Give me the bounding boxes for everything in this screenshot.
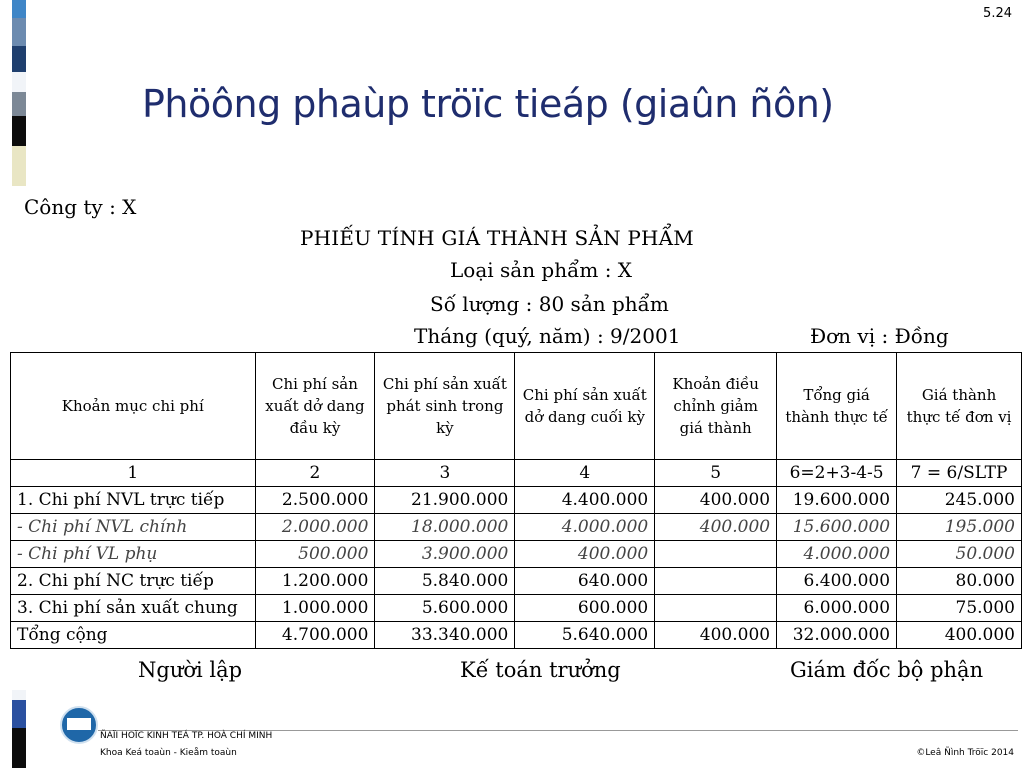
slide-title: Phöông phaùp tröïc tieáp (giaûn ñôn) xyxy=(142,82,834,126)
table-cell: 6.000.000 xyxy=(777,595,897,622)
table-cell xyxy=(655,595,777,622)
table-cell: 5 xyxy=(655,460,777,487)
column-header: Chi phí sản xuất dở dang đầu kỳ xyxy=(255,353,375,460)
table-cell: 4.700.000 xyxy=(255,622,375,649)
table-cell: 2.000.000 xyxy=(255,514,375,541)
table-cell: 1. Chi phí NVL trực tiếp xyxy=(11,487,256,514)
table-cell: 18.000.000 xyxy=(375,514,515,541)
table-index-row xyxy=(11,460,1022,487)
table-cell: 5.640.000 xyxy=(515,622,655,649)
column-header: Chi phí sản xuất phát sinh trong kỳ xyxy=(375,353,515,460)
column-header: Khoản điều chỉnh giảm giá thành xyxy=(655,353,777,460)
table-cell: 1.000.000 xyxy=(255,595,375,622)
footer-department: Khoa Keá toaùn - Kieåm toaùn xyxy=(100,748,237,758)
table-cell: 1.200.000 xyxy=(255,568,375,595)
table-row xyxy=(11,514,1022,541)
table-cell: 7 = 6/SLTP xyxy=(897,460,1022,487)
period: Tháng (quý, năm) : 9/2001 xyxy=(414,324,681,348)
table-cell: 400.000 xyxy=(655,487,777,514)
table-cell xyxy=(655,541,777,568)
signature-chief-accountant: Kế toán trưởng xyxy=(460,658,621,682)
product-type: Loại sản phẩm : X xyxy=(450,258,633,282)
cost-table xyxy=(10,352,1022,649)
document-heading: PHIẾU TÍNH GIÁ THÀNH SẢN PHẨM xyxy=(300,226,694,250)
column-header: Giá thành thực tế đơn vị xyxy=(897,353,1022,460)
column-header: Tổng giá thành thực tế xyxy=(777,353,897,460)
table-row xyxy=(11,487,1022,514)
table-cell: 32.000.000 xyxy=(777,622,897,649)
table-cell: 3.900.000 xyxy=(375,541,515,568)
table-cell: - Chi phí VL phụ xyxy=(11,541,256,568)
university-logo-icon xyxy=(60,706,98,744)
table-cell: 195.000 xyxy=(897,514,1022,541)
table-cell: 400.000 xyxy=(897,622,1022,649)
footer-copyright: ©Leâ Ñình Tröïc 2014 xyxy=(916,748,1014,758)
table-cell: 5.600.000 xyxy=(375,595,515,622)
table-cell: 500.000 xyxy=(255,541,375,568)
footer-university: ÑAÏI HOÏC KINH TEÁ TP. HOÀ CHÍ MINH xyxy=(100,731,273,741)
left-decoration-bar xyxy=(0,0,28,190)
product-quantity: Số lượng : 80 sản phẩm xyxy=(430,292,669,316)
table-cell: 245.000 xyxy=(897,487,1022,514)
table-cell: 2.500.000 xyxy=(255,487,375,514)
table-row xyxy=(11,568,1022,595)
table-cell: 400.000 xyxy=(515,541,655,568)
table-cell: Tổng cộng xyxy=(11,622,256,649)
company-name: Công ty : X xyxy=(24,195,137,219)
table-cell: 600.000 xyxy=(515,595,655,622)
table-cell: 5.840.000 xyxy=(375,568,515,595)
table-cell: 33.340.000 xyxy=(375,622,515,649)
signature-director: Giám đốc bộ phận xyxy=(790,658,984,682)
table-cell: 2 xyxy=(255,460,375,487)
table-cell: 2. Chi phí NC trực tiếp xyxy=(11,568,256,595)
table-cell: 400.000 xyxy=(655,514,777,541)
table-cell: 400.000 xyxy=(655,622,777,649)
table-row xyxy=(11,595,1022,622)
table-cell: 3. Chi phí sản xuất chung xyxy=(11,595,256,622)
table-cell: 4 xyxy=(515,460,655,487)
column-header: Khoản mục chi phí xyxy=(11,353,256,460)
table-cell: 50.000 xyxy=(897,541,1022,568)
table-cell: 4.000.000 xyxy=(515,514,655,541)
table-cell xyxy=(655,568,777,595)
table-cell: 80.000 xyxy=(897,568,1022,595)
signature-preparer: Người lập xyxy=(138,658,243,682)
currency-unit: Đơn vị : Đồng xyxy=(810,324,949,348)
table-cell: 19.600.000 xyxy=(777,487,897,514)
table-cell: 6.400.000 xyxy=(777,568,897,595)
table-total-row xyxy=(11,622,1022,649)
table-cell: 4.000.000 xyxy=(777,541,897,568)
table-cell: 75.000 xyxy=(897,595,1022,622)
table-cell: 4.400.000 xyxy=(515,487,655,514)
table-cell: 6=2+3-4-5 xyxy=(777,460,897,487)
table-header-row xyxy=(11,353,1022,460)
table-cell: 3 xyxy=(375,460,515,487)
table-row xyxy=(11,541,1022,568)
table-cell: 21.900.000 xyxy=(375,487,515,514)
table-cell: 1 xyxy=(11,460,256,487)
column-header: Chi phí sản xuất dở dang cuối kỳ xyxy=(515,353,655,460)
left-decoration-bar-bottom xyxy=(0,690,28,768)
table-cell: - Chi phí NVL chính xyxy=(11,514,256,541)
table-cell: 640.000 xyxy=(515,568,655,595)
slide-number: 5.24 xyxy=(983,6,1012,21)
table-cell: 15.600.000 xyxy=(777,514,897,541)
